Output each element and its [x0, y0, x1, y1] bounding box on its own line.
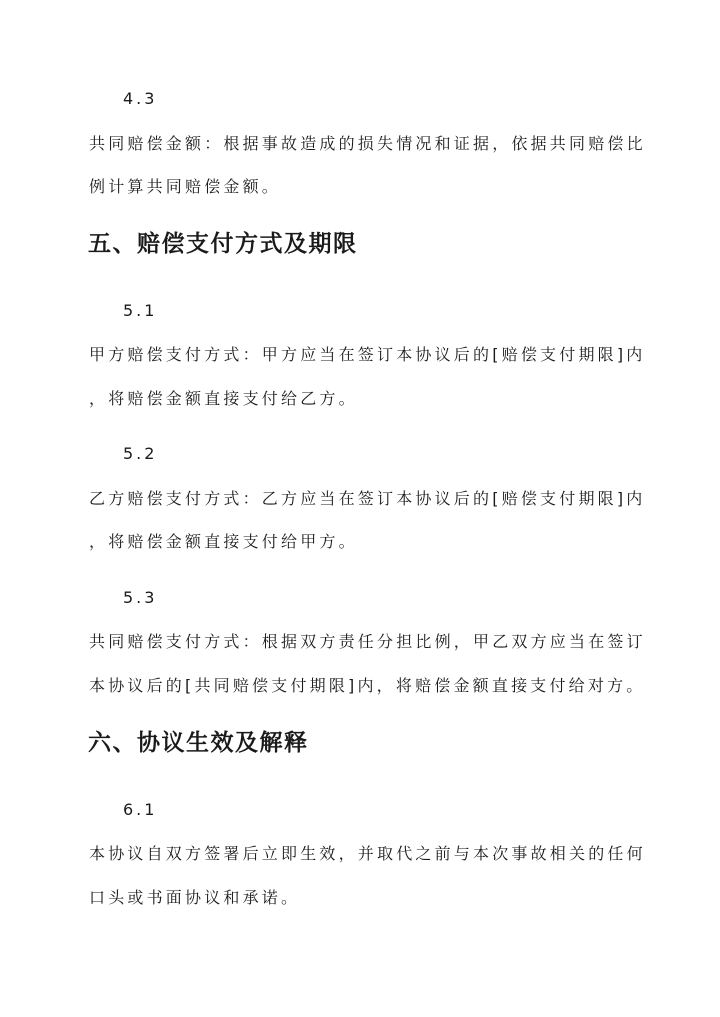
clause-6-1-text-line-2: 口头或书面协议和承诺。: [89, 888, 301, 907]
clause-number-5-1: 5.1: [123, 301, 158, 320]
clause-number-4-3: 4.3: [123, 89, 158, 108]
clause-6-1-text-line-1: 本协议自双方签署后立即生效，并取代之前与本次事故相关的任何: [89, 844, 646, 863]
clause-5-3-text-line-1: 共同赔偿支付方式：根据双方责任分担比例，甲乙双方应当在签订: [89, 632, 646, 651]
clause-5-2-text-line-2: ，将赔偿金额直接支付给甲方。: [89, 532, 358, 551]
clause-4-3-text-line-2: 例计算共同赔偿金额。: [89, 177, 282, 196]
clause-5-1-text-line-2: ，将赔偿金额直接支付给乙方。: [89, 389, 358, 408]
clause-5-3-text-line-2: 本协议后的[共同赔偿支付期限]内，将赔偿金额直接支付给对方。: [89, 676, 646, 695]
section-heading-6: 六、协议生效及解释: [88, 730, 309, 756]
clause-number-5-2: 5.2: [123, 444, 158, 463]
clause-number-5-3: 5.3: [123, 588, 158, 607]
clause-5-1-text-line-1: 甲方赔偿支付方式：甲方应当在签订本协议后的[赔偿支付期限]内: [89, 345, 646, 364]
clause-number-6-1: 6.1: [123, 800, 158, 819]
clause-5-2-text-line-1: 乙方赔偿支付方式：乙方应当在签订本协议后的[赔偿支付期限]内: [89, 489, 646, 508]
section-heading-5: 五、赔偿支付方式及期限: [88, 231, 358, 257]
clause-4-3-text-line-1: 共同赔偿金额：根据事故造成的损失情况和证据，依据共同赔偿比: [89, 134, 646, 153]
